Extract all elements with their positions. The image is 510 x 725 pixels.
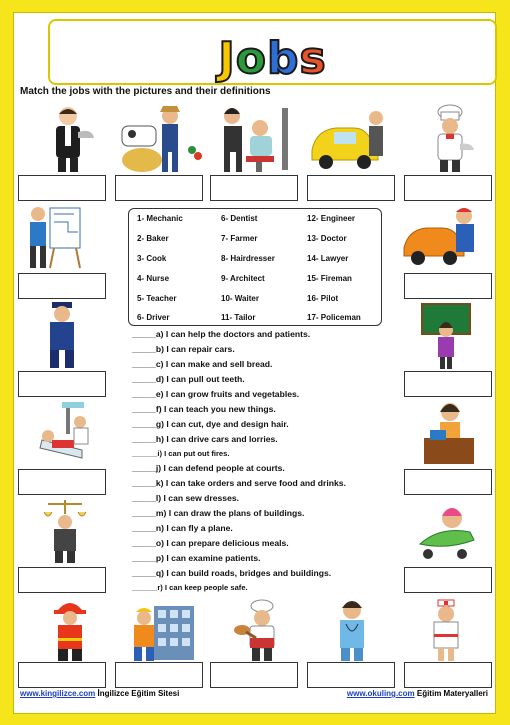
answer-box[interactable]	[115, 175, 203, 201]
hairdresser-picture	[216, 104, 294, 174]
answer-box[interactable]	[404, 662, 492, 688]
job-item: 12- Engineer	[307, 214, 356, 223]
definition-line: _____h) I can drive cars and lorries.	[132, 434, 278, 444]
definition-line: _____f) I can teach you new things.	[132, 404, 276, 414]
answer-box[interactable]	[210, 662, 298, 688]
policeman-picture	[40, 300, 84, 370]
definition-line: _____q) I can build roads, bridges and buildings.	[132, 568, 332, 578]
answer-box[interactable]	[404, 469, 492, 495]
instruction: Match the jobs with the pictures and their definitions	[20, 86, 271, 97]
footer-left	[20, 689, 179, 698]
job-item: 4- Nurse	[137, 274, 170, 283]
job-item: 11- Tailor	[221, 313, 256, 322]
definition-line: _____c) I can make and sell bread.	[132, 359, 273, 369]
fireman-picture	[50, 598, 90, 662]
job-item: 14- Lawyer	[307, 254, 349, 263]
footer-right-link[interactable]: www.okuling.com	[346, 689, 415, 698]
doctor-picture	[330, 598, 374, 662]
title-letter: b	[266, 33, 300, 84]
definition-line: _____o) I can prepare delicious meals.	[132, 538, 289, 548]
job-item: 10- Waiter	[221, 294, 259, 303]
definition-line: ______r) I can keep people safe.	[132, 583, 248, 592]
job-item: 7- Farmer	[221, 234, 258, 243]
farmer-picture	[120, 104, 208, 174]
page-title	[50, 33, 495, 84]
architect-picture	[26, 204, 82, 270]
lawyer-picture	[42, 498, 88, 564]
job-item: 6- Dentist	[221, 214, 258, 223]
mechanic-picture	[402, 204, 480, 270]
answer-box[interactable]	[404, 175, 492, 201]
job-item: 15- Fireman	[307, 274, 352, 283]
answer-box[interactable]	[18, 175, 106, 201]
answer-box[interactable]	[404, 273, 492, 299]
job-item: 5- Teacher	[137, 294, 177, 303]
dentist-picture	[36, 400, 96, 466]
definition-line: _____j) I can defend people at courts.	[132, 463, 285, 473]
answer-box[interactable]	[404, 567, 492, 593]
baker-picture	[232, 598, 286, 662]
driver-picture	[306, 104, 392, 174]
definition-line: _____b) I can repair cars.	[132, 344, 235, 354]
definition-line: _____m) I can draw the plans of buildings.	[132, 508, 305, 518]
definition-line: _____g) I can cut, dye and design hair.	[132, 419, 289, 429]
footer-right-text: Eğitim Materyalleri	[416, 689, 488, 698]
definition-line: _____e) I can grow fruits and vegetables.	[132, 389, 300, 399]
job-item: 6- Driver	[137, 313, 170, 322]
job-list-box	[128, 208, 382, 326]
job-item: 8- Hairdresser	[221, 254, 275, 263]
answer-box[interactable]	[307, 175, 395, 201]
title-letter: s	[299, 33, 327, 84]
waiter-picture	[38, 104, 98, 174]
answer-box[interactable]	[210, 175, 298, 201]
engineer-picture	[124, 598, 208, 662]
nurse-picture	[424, 598, 468, 662]
cook-picture	[424, 104, 476, 174]
answer-box[interactable]	[18, 662, 106, 688]
pilot-picture	[416, 498, 478, 564]
job-item: 9- Architect	[221, 274, 265, 283]
title-banner	[48, 19, 497, 85]
definition-line: _____p) I can examine patients.	[132, 553, 261, 563]
answer-box[interactable]	[115, 662, 203, 688]
footer-left-link[interactable]: www.kingilizce.com	[20, 689, 96, 698]
title-letter: J	[218, 33, 236, 84]
job-item: 2- Baker	[137, 234, 169, 243]
job-item: 16- Pilot	[307, 294, 339, 303]
title-letter: o	[235, 33, 267, 84]
definition-line: _____l) I can sew dresses.	[132, 493, 240, 503]
tailor-picture	[420, 400, 476, 466]
definition-line: _____k) I can take orders and serve food and drinks.	[132, 478, 346, 488]
job-item: 1- Mechanic	[137, 214, 183, 223]
answer-box[interactable]	[18, 567, 106, 593]
answer-box[interactable]	[18, 371, 106, 397]
teacher-picture	[418, 300, 474, 370]
answer-box[interactable]	[404, 371, 492, 397]
answer-box[interactable]	[307, 662, 395, 688]
answer-box[interactable]	[18, 469, 106, 495]
footer-left-text: İngilizce Eğitim Sitesi	[97, 689, 180, 698]
definition-line: _____a) I can help the doctors and patients.	[132, 329, 311, 339]
definition-line: _____n) I can fly a plane.	[132, 523, 233, 533]
job-item: 17- Policeman	[307, 313, 361, 322]
job-item: 3- Cook	[137, 254, 167, 263]
definition-line: _____d) I can pull out teeth.	[132, 374, 245, 384]
job-item: 13- Doctor	[307, 234, 347, 243]
footer-right	[347, 689, 488, 698]
answer-box[interactable]	[18, 273, 106, 299]
definition-line: ______i) I can put out fires.	[132, 449, 230, 458]
